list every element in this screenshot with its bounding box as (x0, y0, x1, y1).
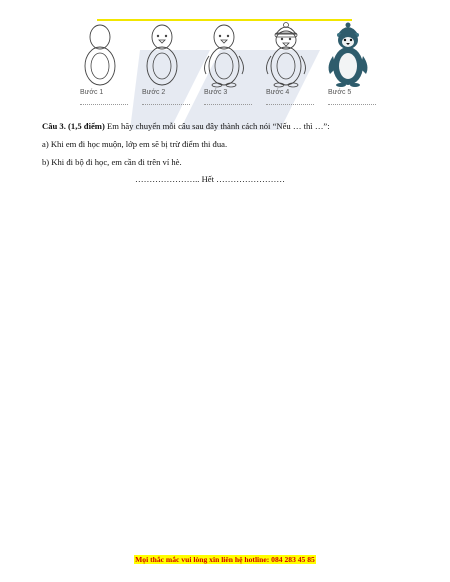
step-1 (70, 22, 128, 112)
step-4 (256, 22, 314, 112)
penguin-colored-icon (324, 22, 372, 88)
answer-line (80, 104, 128, 105)
end-marker: ………………….. Hết …………………… (135, 174, 285, 184)
step-label: Bước 4 (266, 89, 290, 96)
question-item-b: b) Khi đi bộ đi học, em cần đi trên vỉ hè. (42, 157, 182, 167)
step-3 (194, 22, 252, 112)
penguin-outline-icon (76, 22, 124, 88)
step-label: Bước 1 (80, 89, 104, 96)
step-label: Bước 2 (142, 89, 166, 96)
answer-line (204, 104, 252, 105)
question-label: Câu 3. (42, 121, 66, 131)
footer-text: Mọi thắc mắc vui lòng xin liên hệ hotline: 084 283 45 85 (135, 555, 315, 564)
answer-line (266, 104, 314, 105)
answer-line (142, 104, 190, 105)
step-label: Bước 5 (328, 89, 352, 96)
question-3 (42, 120, 330, 132)
drawing-steps (70, 22, 380, 112)
penguin-outline-icon (138, 22, 186, 88)
penguin-outline-icon (200, 22, 248, 88)
step-5 (318, 22, 376, 112)
question-points: (1,5 điểm) (68, 121, 105, 131)
answer-line (328, 104, 376, 105)
question-prompt: Em hãy chuyển mỗi câu sau đây thành cách nói “Nếu … thì …”: (106, 121, 330, 131)
penguin-outline-icon (262, 22, 310, 88)
question-item-a: a) Khi em đi học muộn, lớp em sẽ bị trừ điểm thi đua. (42, 139, 228, 149)
footer-hotline (0, 555, 450, 564)
step-label: Bước 3 (204, 89, 228, 96)
top-decorative-line (97, 19, 352, 21)
step-2 (132, 22, 190, 112)
